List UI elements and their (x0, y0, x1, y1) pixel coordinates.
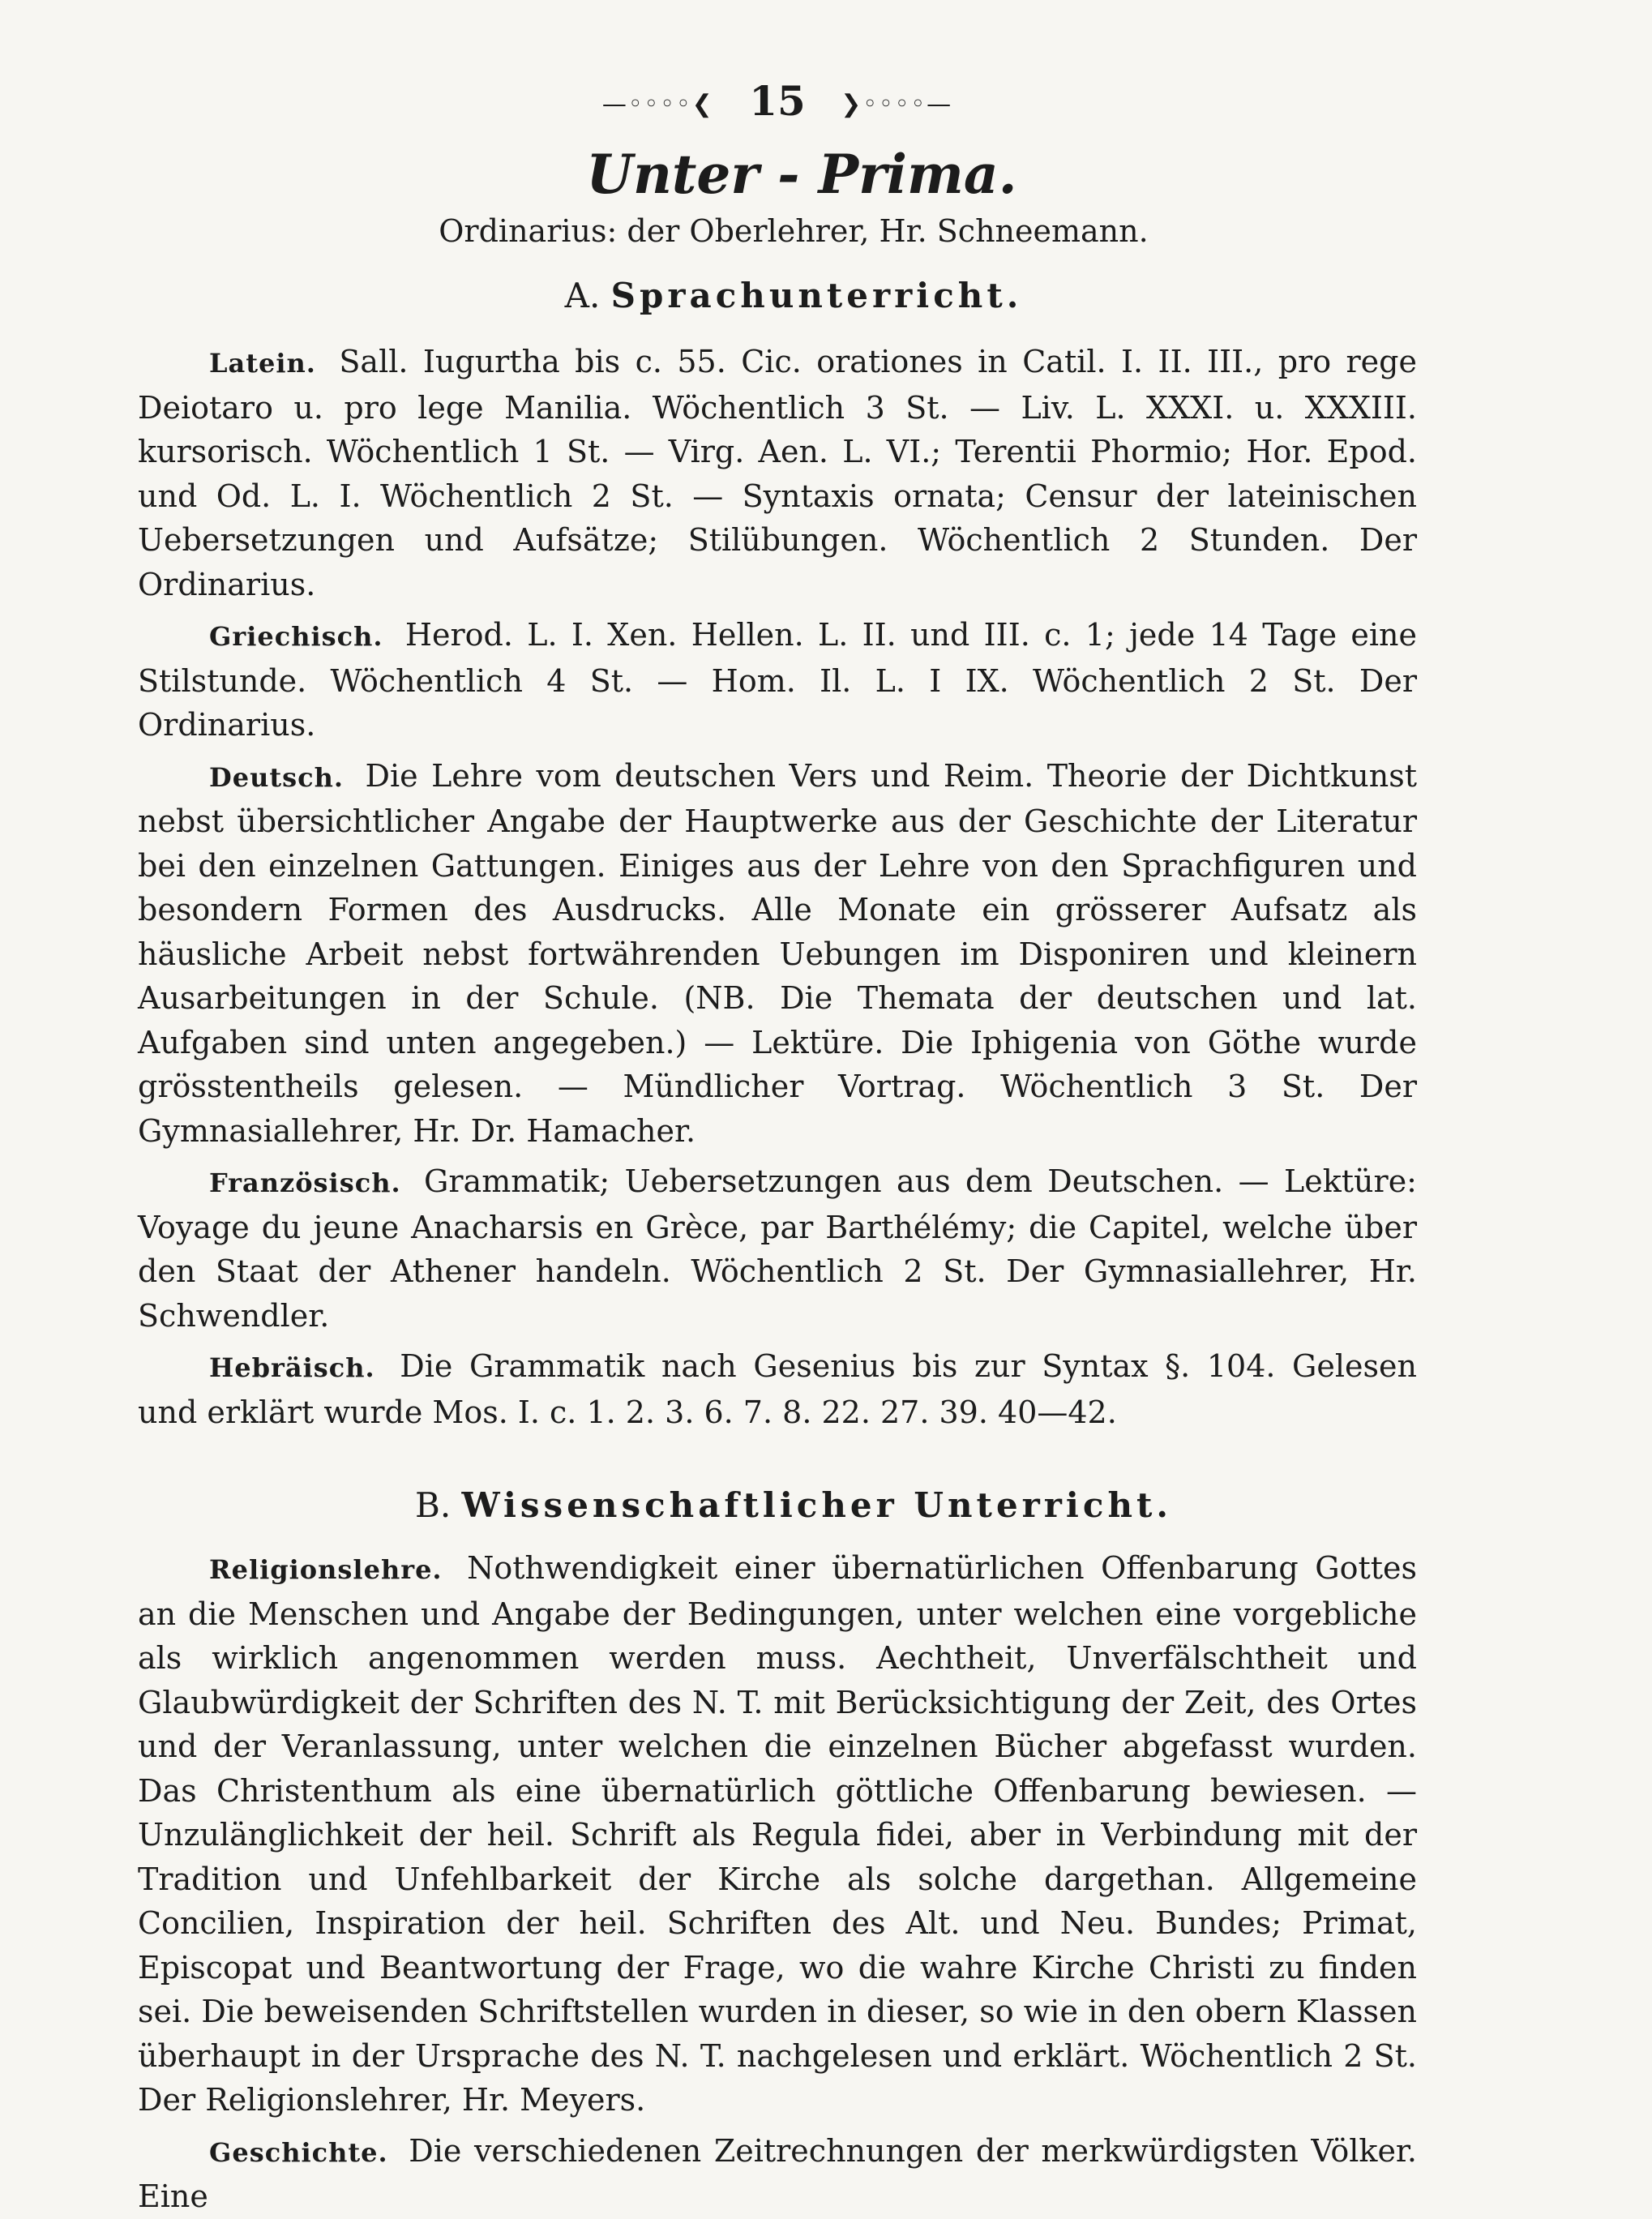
paragraph-text: Die Lehre vom deutschen Vers und Reim. Theorie der Dichtkunst nebst übersichtlicher Angabe der Hauptwerke aus der Geschichte der Literatur bei den einzelnen Gattungen. Einiges aus der Lehre von den Sprachfiguren und besondern Formen des Ausdrucks. Alle Monate ein grösserer Aufsatz als häusliche Arbeit nebst fortwährenden Uebungen im Disponiren und kleinern Ausarbeitungen in der Schule. (NB. Die Themata der deutschen und lat. Aufgaben sind unten angegeben.) — Lektüre. Die Iphigenia von Göthe wurde grösstentheils gelesen. — Mündlicher Vortrag. Wöchentlich 3 St. Der Gymnasiallehrer, Hr. Dr. Hamacher. (138, 757, 1417, 1149)
ornament-left: —◦◦◦◦❮ (601, 90, 714, 118)
paragraph-text: Sall. Iugurtha bis c. 55. Cic. orationes in Catil. I. II. III., pro rege Deiotaro u. pro lege Manilia. Wöchentlich 3 St. — Liv. L. XXXI. u. XXXIII. kursorisch. Wöchentlich 1 St. — Virg. Aen. L. VI.; Terentii Phormio; Hor. Epod. und Od. L. I. Wöchentlich 2 St. — Syntaxis ornata; Censur der lateinischen Uebersetzungen und Aufsätze; Stilübungen. Wöchentlich 2 Stunden. Der Ordinarius. (138, 344, 1417, 602)
paragraph-text: Nothwendigkeit einer übernatürlichen Offenbarung Gottes an die Menschen und Angabe der Bedingungen, unter welchen eine vorgebliche als wirklich angenommen werden muss. Aechtheit, Unverfälschtheit und Glaubwürdigkeit der Schriften des N. T. mit Berücksichtigung der Zeit, des Ortes und der Veranlassung, unter welchen die einzelnen Bücher abgefasst wurden. Das Christenthum als eine übernatürlich göttliche Offenbarung bewiesen. — Unzulänglichkeit der heil. Schrift als Regula fidei, aber in Verbindung mit der Tradition und Unfehlbarkeit der Kirche als solche dargethan. Allgemeine Concilien, Inspiration der heil. Schriften des Alt. und Neu. Bundes; Primat, Episcopat und Beantwortung der Frage, wo die wahre Kirche Christi zu finden sei. Die beweisenden Schriftstellen wurden in dieser, so wie in den obern Klassen überhaupt in der Ursprache des N. T. nachgelesen und erklärt. Wöchentlich 2 St. Der Religionslehrer, Hr. Meyers. (138, 1550, 1417, 2118)
subject-label: Französisch. (209, 1167, 401, 1198)
subtitle: Ordinarius: der Oberlehrer, Hr. Schneemann. (439, 213, 1149, 249)
page-title: Unter - Prima. (586, 143, 1017, 206)
paragraph-franzoesisch (138, 1159, 1417, 1338)
ornament-right: ❯◦◦◦◦— (841, 90, 953, 118)
subject-label: Religionslehre. (209, 1554, 443, 1585)
subject-label: Deutsch. (209, 761, 345, 793)
section-b-letter: B. (414, 1485, 452, 1525)
section-b-title: Wissenschaftlicher Unterricht. (461, 1485, 1173, 1525)
subject-label: Geschichte. (209, 2136, 388, 2168)
paragraph-religionslehre (138, 1546, 1417, 2123)
paragraph-text: Die verschiedenen Zeitrechnungen der merkwürdigsten Völker. Eine (138, 2132, 1417, 2214)
page-header (138, 77, 1417, 126)
paragraph-griechisch (138, 613, 1417, 748)
paragraph-deutsch (138, 754, 1417, 1154)
page-number: 15 (749, 77, 806, 125)
section-a-heading (170, 270, 1417, 322)
paragraph-latein (138, 340, 1417, 606)
subject-label: Hebräisch. (209, 1352, 375, 1383)
subject-label: Griechisch. (209, 621, 383, 652)
section-a-letter: A. (564, 276, 601, 315)
paragraph-geschichte (138, 2129, 1417, 2219)
paragraph-text: Herod. L. I. Xen. Hellen. L. II. und III. c. 1; jede 14 Tage eine Stilstunde. Wöchentlich 4 St. — Hom. Il. L. I IX. Wöchentlich 2 St. Der Ordinarius. (138, 617, 1417, 743)
paragraph-hebraeisch (138, 1344, 1417, 1434)
paragraph-text: Grammatik; Uebersetzungen aus dem Deutschen. — Lektüre: Voyage du jeune Anacharsis en Grèce, par Barthélémy; die Capitel, welche über den Staat der Athener handeln. Wöchentlich 2 St. Der Gymnasiallehrer, Hr. Schwendler. (138, 1163, 1417, 1334)
section-b-heading (170, 1480, 1417, 1531)
section-a-title: Sprachunterricht. (610, 276, 1023, 315)
paragraph-text: Die Grammatik nach Gesenius bis zur Syntax §. 104. Gelesen und erklärt wurde Mos. I. c. 1. 2. 3. 6. 7. 8. 22. 27. 39. 40—42. (138, 1348, 1417, 1430)
subject-label: Latein. (209, 348, 316, 379)
